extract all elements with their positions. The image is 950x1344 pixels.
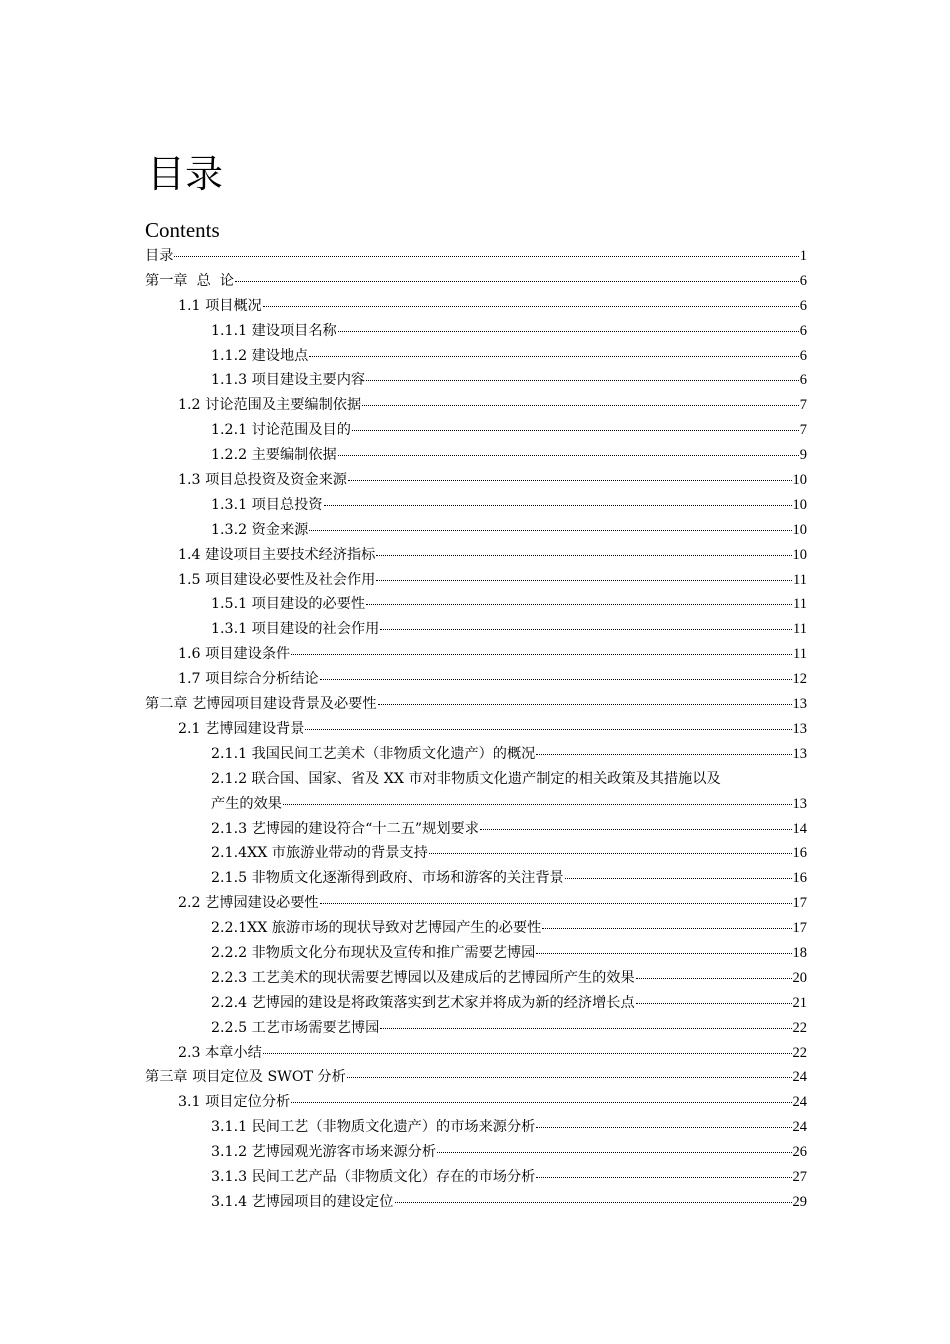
toc-entry-text: 2.2.5 工艺市场需要艺博园 <box>211 1019 380 1036</box>
dot-leader <box>338 455 799 456</box>
toc-page-number: 13 <box>792 720 807 737</box>
toc-entry-text: 3.1.1 民间工艺（非物质文化遗产）的市场来源分析 <box>211 1119 536 1136</box>
toc-entry-text: 3.1.3 民间工艺产品（非物质文化）存在的市场分析 <box>211 1168 536 1185</box>
toc-entry-text: 2.2.1XX 旅游市场的现状导致对艺博园产生的必要性 <box>211 920 542 937</box>
toc-entry-2-2-5[interactable] <box>145 1016 807 1041</box>
dot-leader <box>309 356 798 357</box>
toc-page-number: 11 <box>793 596 807 613</box>
toc-page-number: 24 <box>792 1094 807 1111</box>
toc-entry-2-2[interactable] <box>145 891 807 916</box>
toc-page-number: 12 <box>792 671 807 688</box>
toc-entry-chapter-1[interactable] <box>145 269 807 294</box>
toc-entry-2-2-4[interactable] <box>145 991 807 1016</box>
toc-entry-text: 1.1.1 建设项目名称 <box>211 322 337 339</box>
toc-page-number: 10 <box>792 546 807 563</box>
toc-entry-text-line-1: 2.1.2 联合国、国家、省及 XX 市对非物质文化遗产制定的相关政策及其措施以及 <box>211 770 721 787</box>
toc-entry-1-6[interactable] <box>145 642 807 667</box>
toc-entry-text: 2.2.4 艺博园的建设是将政策落实到艺术家并将成为新的经济增长点 <box>211 994 635 1011</box>
toc-entry-text: 2.1 艺博园建设背景 <box>178 720 305 737</box>
dot-leader <box>636 978 792 979</box>
toc-entry-text: 2.1.4XX 市旅游业带动的背景支持 <box>211 845 428 862</box>
toc-entry-text-line-2: 产生的效果 <box>211 795 282 812</box>
dot-leader <box>320 679 792 680</box>
toc-page-number: 7 <box>799 422 807 439</box>
toc-page-number: 6 <box>799 272 807 289</box>
dot-leader <box>395 1202 792 1203</box>
toc-entry-1-7[interactable] <box>145 667 807 692</box>
toc-page-number: 17 <box>792 920 807 937</box>
dot-leader <box>480 829 792 830</box>
toc-entry-1-5[interactable] <box>145 568 807 593</box>
toc-page-number: 27 <box>792 1168 807 1185</box>
toc-entry-text: 1.2.2 主要编制依据 <box>211 447 337 464</box>
dot-leader <box>283 804 792 805</box>
page-title: 目录 <box>147 152 224 196</box>
dot-leader <box>352 430 799 431</box>
toc-entry-text: 1.5 项目建设必要性及社会作用 <box>178 571 376 588</box>
dot-leader <box>437 1152 791 1153</box>
dot-leader <box>347 1077 792 1078</box>
toc-entry-1-3-1-social[interactable] <box>145 617 807 642</box>
toc-page-number: 20 <box>792 969 807 986</box>
toc-entry-2-1[interactable] <box>145 717 807 742</box>
toc-page-number: 16 <box>792 845 807 862</box>
toc-entry-2-1-2[interactable] <box>145 767 807 817</box>
toc-entry-text: 1.2.1 讨论范围及目的 <box>211 422 351 439</box>
toc-page-number: 10 <box>792 472 807 489</box>
dot-leader <box>348 480 792 481</box>
dot-leader <box>263 1053 792 1054</box>
toc-page-number: 11 <box>793 571 807 588</box>
toc-entry-text: 1.3.1 项目建设的社会作用 <box>211 621 380 638</box>
toc-entry-text: 1.3 项目总投资及资金来源 <box>178 472 347 489</box>
toc-entry-mulu[interactable] <box>145 244 807 269</box>
toc-entry-1-2[interactable] <box>145 393 807 418</box>
toc-entry-text: 2.1.3 艺博园的建设符合“十二五”规划要求 <box>211 820 479 837</box>
dot-leader <box>380 1028 791 1029</box>
toc-entry-text: 1.1.2 建设地点 <box>211 347 309 364</box>
dot-leader <box>305 729 791 730</box>
toc-page-number: 6 <box>799 372 807 389</box>
dot-leader <box>376 555 791 556</box>
toc-entry-2-1-3[interactable] <box>145 817 807 842</box>
dot-leader <box>429 853 792 854</box>
dot-leader <box>536 1177 791 1178</box>
dot-leader <box>380 629 792 630</box>
toc-page-number: 29 <box>792 1193 807 1210</box>
toc-page-number: 11 <box>793 621 807 638</box>
toc-entry-1-3-2[interactable] <box>145 518 807 543</box>
toc-entry-text: 第二章 艺博园项目建设背景及必要性 <box>145 696 377 713</box>
toc-entry-2-1-4[interactable] <box>145 841 807 866</box>
toc-page-number: 9 <box>799 447 807 464</box>
dot-leader <box>174 256 798 257</box>
toc-entry-text: 2.1.5 非物质文化逐渐得到政府、市场和游客的关注背景 <box>211 870 564 887</box>
toc-entry-chapter-2[interactable] <box>145 692 807 717</box>
toc-entry-3-1-3[interactable] <box>145 1165 807 1190</box>
dot-leader <box>338 331 799 332</box>
toc-entry-2-2-2[interactable] <box>145 941 807 966</box>
dot-leader <box>542 928 791 929</box>
toc-entry-second-line <box>211 792 807 817</box>
dot-leader <box>636 1003 792 1004</box>
toc-entry-chapter-3[interactable] <box>145 1065 807 1090</box>
dot-leader <box>309 530 791 531</box>
toc-entry-text: 2.2.2 非物质文化分布现状及宣传和推广需要艺博园 <box>211 944 536 961</box>
toc-entry-2-2-3[interactable] <box>145 966 807 991</box>
toc-entry-2-1-1[interactable] <box>145 742 807 767</box>
toc-entry-text: 目录 <box>145 248 174 264</box>
toc-page-number: 6 <box>799 347 807 364</box>
dot-leader <box>291 654 792 655</box>
dot-leader <box>378 704 792 705</box>
toc-page-number: 21 <box>792 994 807 1011</box>
toc-page-number: 22 <box>792 1044 807 1061</box>
toc-page-number: 13 <box>792 745 807 762</box>
toc-entry-1-2-1[interactable] <box>145 418 807 443</box>
toc-entry-text: 3.1.2 艺博园观光游客市场来源分析 <box>211 1144 437 1161</box>
dot-leader <box>376 580 792 581</box>
toc-entry-text: 第一章 总 论 <box>145 272 234 289</box>
toc-entry-1-3[interactable] <box>145 468 807 493</box>
toc-page-number: 24 <box>792 1119 807 1136</box>
toc-entry-text: 1.2 讨论范围及主要编制依据 <box>178 397 362 414</box>
toc-entry-text: 3.1.4 艺博园项目的建设定位 <box>211 1193 394 1210</box>
toc-page-number: 14 <box>792 820 807 837</box>
toc-page-number: 22 <box>792 1019 807 1036</box>
toc-entry-text: 第三章 项目定位及 SWOT 分析 <box>145 1069 346 1086</box>
dot-leader <box>366 380 799 381</box>
toc-entry-2-3[interactable] <box>145 1041 807 1066</box>
toc-entry-text: 3.1 项目定位分析 <box>178 1094 291 1111</box>
toc-page-number: 11 <box>793 646 807 663</box>
toc-entry-2-1-5[interactable] <box>145 866 807 891</box>
toc-entry-text: 1.7 项目综合分析结论 <box>178 671 319 688</box>
toc-entry-text: 2.2.3 工艺美术的现状需要艺博园以及建成后的艺博园所产生的效果 <box>211 969 635 986</box>
dot-leader <box>320 903 792 904</box>
dot-leader <box>536 754 791 755</box>
toc-page-number: 10 <box>792 521 807 538</box>
toc-entry-text: 2.2 艺博园建设必要性 <box>178 895 319 912</box>
toc-page-number: 26 <box>792 1144 807 1161</box>
toc-page-number: 13 <box>792 795 807 812</box>
toc-page-number: 16 <box>792 870 807 887</box>
dot-leader <box>536 1127 791 1128</box>
dot-leader <box>536 953 791 954</box>
toc-entry-text: 1.1.3 项目建设主要内容 <box>211 372 366 389</box>
toc-entry-1-5-1[interactable] <box>145 592 807 617</box>
toc-entry-text: 1.6 项目建设条件 <box>178 646 291 663</box>
dot-leader <box>324 505 792 506</box>
toc-entry-text: 1.4 建设项目主要技术经济指标 <box>178 546 376 563</box>
toc-page-number: 24 <box>792 1069 807 1086</box>
dot-leader <box>291 1102 791 1103</box>
toc-entry-1-1-2[interactable] <box>145 344 807 369</box>
dot-leader <box>366 604 792 605</box>
toc-entry-2-2-1[interactable] <box>145 916 807 941</box>
toc-entry-3-1[interactable] <box>145 1090 807 1115</box>
contents-heading: Contents <box>145 218 220 242</box>
dot-leader <box>362 405 799 406</box>
toc-entry-text: 2.1.1 我国民间工艺美术（非物质文化遗产）的概况 <box>211 745 536 762</box>
toc-page-number: 1 <box>799 248 807 264</box>
dot-leader <box>565 878 792 879</box>
toc-page-number: 7 <box>799 397 807 414</box>
toc-page-number: 18 <box>792 944 807 961</box>
toc-entry-text: 1.5.1 项目建设的必要性 <box>211 596 366 613</box>
toc-page-number: 6 <box>799 297 807 314</box>
toc-page-number: 17 <box>792 895 807 912</box>
toc-page-number: 10 <box>792 496 807 513</box>
toc-entry-text: 2.3 本章小结 <box>178 1044 262 1061</box>
toc-entry-1-3-1[interactable] <box>145 493 807 518</box>
toc-entry-1-1[interactable] <box>145 294 807 319</box>
toc-entry-3-1-2[interactable] <box>145 1140 807 1165</box>
toc-entry-1-1-1[interactable] <box>145 319 807 344</box>
toc-page-number: 13 <box>792 696 807 713</box>
toc-entry-1-4[interactable] <box>145 543 807 568</box>
toc-page-number: 6 <box>799 322 807 339</box>
dot-leader <box>263 306 799 307</box>
toc-entry-text: 1.1 项目概况 <box>178 297 262 314</box>
toc-entry-3-1-1[interactable] <box>145 1115 807 1140</box>
table-of-contents <box>145 244 807 1215</box>
toc-entry-1-1-3[interactable] <box>145 368 807 393</box>
toc-entry-3-1-4[interactable] <box>145 1190 807 1215</box>
dot-leader <box>235 281 799 282</box>
toc-entry-1-2-2[interactable] <box>145 443 807 468</box>
toc-entry-text: 1.3.1 项目总投资 <box>211 496 323 513</box>
toc-entry-text: 1.3.2 资金来源 <box>211 521 309 538</box>
